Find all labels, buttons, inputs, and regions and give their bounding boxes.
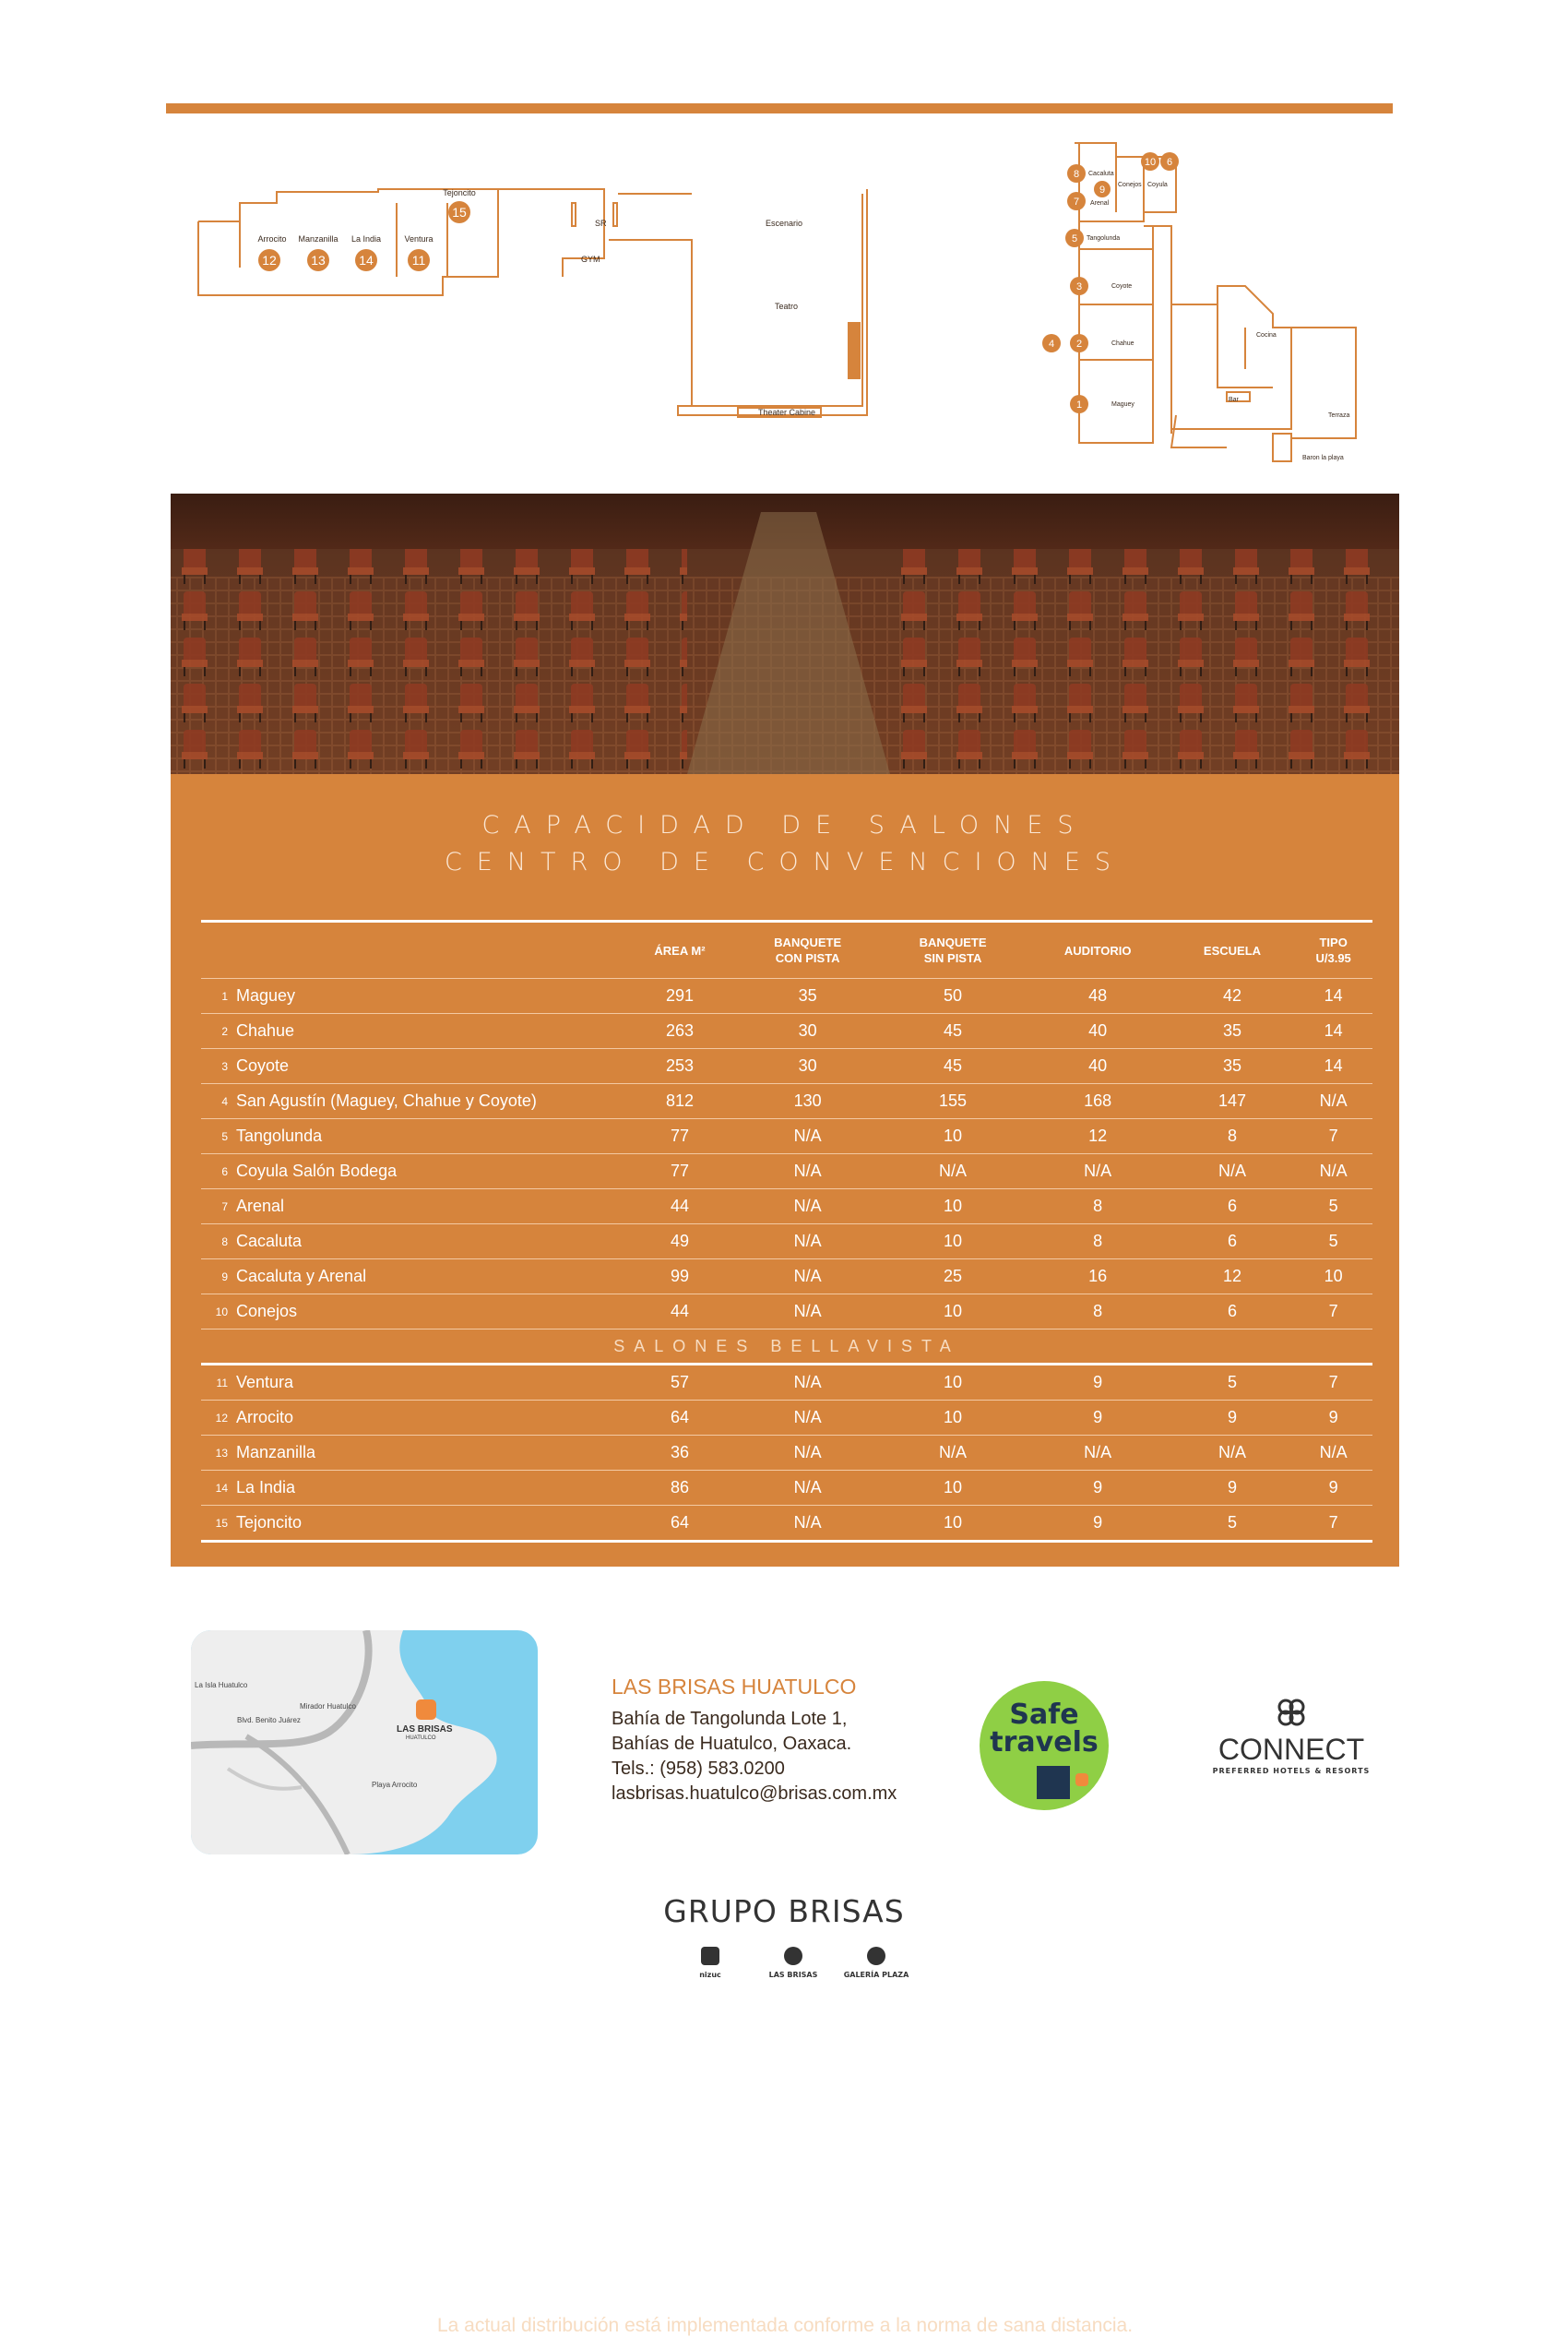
table-row (201, 1365, 1372, 1401)
lasbrisas-icon (784, 1947, 802, 1965)
header-banquet-without-floor: BANQUETE SIN PISTA (880, 922, 1025, 979)
table-header-row (201, 922, 1372, 979)
capacity-cell: 8 (1026, 1189, 1170, 1224)
safe-travels-line2: travels (990, 1726, 1099, 1759)
map-label-blvd: Blvd. Benito Juárez (237, 1716, 301, 1724)
svg-text:6: 6 (1166, 157, 1173, 168)
svg-text:4: 4 (1048, 339, 1055, 350)
capacity-cell: N/A (735, 1189, 880, 1224)
capacity-cell: 9 (1294, 1401, 1372, 1436)
plan-label-terrace: Terraza (1328, 412, 1350, 419)
capacity-cell: N/A (1026, 1436, 1170, 1471)
capacity-cell: 77 (624, 1154, 735, 1189)
lasbrisas-mark-icon (1075, 1773, 1088, 1786)
room-number: 12 (201, 1401, 235, 1436)
floor-plans (184, 138, 1384, 471)
capacity-cell: 155 (880, 1084, 1025, 1119)
capacity-cell: N/A (1294, 1436, 1372, 1471)
table-row (201, 1259, 1372, 1294)
contact-block (612, 1675, 897, 1806)
capacity-cell: 30 (735, 1049, 880, 1084)
capacity-cell: 14 (1294, 979, 1372, 1014)
capacity-cell: N/A (735, 1436, 880, 1471)
capacity-cell: 8 (1026, 1224, 1170, 1259)
room-badge-8 (1067, 164, 1114, 183)
room-name: La India (235, 1471, 624, 1506)
room-number: 7 (201, 1189, 235, 1224)
capacity-cell: 10 (880, 1471, 1025, 1506)
capacity-cell: 64 (624, 1401, 735, 1436)
room-number: 15 (201, 1506, 235, 1542)
capacity-cell: 14 (1294, 1049, 1372, 1084)
table-row (201, 1436, 1372, 1471)
room-number: 14 (201, 1471, 235, 1506)
capacity-cell: 77 (624, 1119, 735, 1154)
room-name: Cacaluta y Arenal (235, 1259, 624, 1294)
capacity-cell: 6 (1170, 1224, 1295, 1259)
capacity-cell: 50 (880, 979, 1025, 1014)
galeria-plaza-icon (867, 1947, 885, 1965)
capacity-cell: 14 (1294, 1014, 1372, 1049)
room-number: 3 (201, 1049, 235, 1084)
svg-text:11: 11 (411, 253, 426, 268)
svg-text:Tejoncito: Tejoncito (443, 188, 476, 197)
connect-wordmark: CONNECT (1218, 1733, 1365, 1766)
hotel-name: LAS BRISAS HUATULCO (612, 1675, 857, 1699)
plan-label-gym: GYM (581, 255, 600, 264)
room-name: San Agustín (Maguey, Chahue y Coyote) (235, 1084, 624, 1119)
room-badge-1 (1070, 395, 1134, 413)
location-map[interactable] (191, 1630, 538, 1854)
capacity-cell: 40 (1026, 1049, 1170, 1084)
capacity-cell: 45 (880, 1014, 1025, 1049)
room-number: 4 (201, 1084, 235, 1119)
svg-text:Coyote: Coyote (1111, 283, 1133, 290)
capacity-cell: 35 (1170, 1014, 1295, 1049)
capacity-cell: 35 (735, 979, 880, 1014)
table-row (201, 1401, 1372, 1436)
room-badge-13 (298, 234, 338, 271)
capacity-cell: 130 (735, 1084, 880, 1119)
capacity-cell: 10 (880, 1401, 1025, 1436)
address-line-1: Bahía de Tangolunda Lote 1, (612, 1709, 848, 1729)
panel-title-line1: CAPACIDAD DE SALONES (481, 811, 1088, 840)
room-name: Maguey (235, 979, 624, 1014)
room-number: 9 (201, 1259, 235, 1294)
connect-subtitle: PREFERRED HOTELS & RESORTS (1212, 1767, 1371, 1775)
header-auditorium: AUDITORIO (1026, 922, 1170, 979)
map-label-arrocito: Playa Arrocito (372, 1781, 418, 1789)
distancing-note: La actual distribución está implementada conforme a la norma de sana distancia. (436, 2315, 1134, 2336)
svg-text:2: 2 (1075, 339, 1083, 350)
address-line-2: Bahías de Huatulco, Oaxaca. (612, 1734, 852, 1754)
map-label-lasbrisas: LAS BRISAS (397, 1724, 453, 1735)
capacity-cell: 44 (624, 1189, 735, 1224)
capacity-cell: N/A (735, 1224, 880, 1259)
capacity-cell: 8 (1170, 1119, 1295, 1154)
svg-text:15: 15 (452, 205, 467, 220)
safe-travels-line1: Safe (1009, 1699, 1079, 1731)
table-row (201, 1119, 1372, 1154)
room-badge-14 (351, 234, 381, 271)
capacity-cell: N/A (1294, 1084, 1372, 1119)
plan-label-sr: SR (595, 219, 607, 228)
capacity-cell: 12 (1170, 1259, 1295, 1294)
svg-text:Coyula: Coyula (1147, 182, 1168, 188)
capacity-cell: N/A (735, 1365, 880, 1401)
capacity-cell: 10 (880, 1119, 1025, 1154)
capacity-cell: N/A (880, 1154, 1025, 1189)
plan-label-bar: Bar (1229, 397, 1239, 403)
svg-text:Manzanilla: Manzanilla (298, 234, 339, 244)
capacity-cell: 9 (1026, 1401, 1170, 1436)
map-label-mirador: Mirador Huatulco (300, 1702, 356, 1711)
svg-text:12: 12 (262, 253, 277, 268)
capacity-cell: 7 (1294, 1119, 1372, 1154)
capacity-cell: 10 (1294, 1259, 1372, 1294)
capacity-cell: 9 (1026, 1471, 1170, 1506)
capacity-cell: 5 (1294, 1224, 1372, 1259)
capacity-cell: 168 (1026, 1084, 1170, 1119)
svg-text:Ventura: Ventura (404, 234, 434, 244)
capacity-cell: N/A (1294, 1154, 1372, 1189)
room-name: Coyula Salón Bodega (235, 1154, 624, 1189)
capacity-cell: N/A (735, 1401, 880, 1436)
svg-text:9: 9 (1099, 185, 1106, 196)
capacity-cell: N/A (735, 1471, 880, 1506)
plan-label-stage: Escenario (766, 219, 803, 228)
capacity-cell: 7 (1294, 1365, 1372, 1401)
brand-nizuc: nizuc (673, 1947, 747, 1979)
room-number: 5 (201, 1119, 235, 1154)
plan-label-cabin: Theater Cabine (758, 408, 816, 417)
connect-logo (1199, 1696, 1384, 1775)
svg-text:Cacaluta: Cacaluta (1088, 171, 1114, 177)
capacity-cell: 10 (880, 1506, 1025, 1542)
capacity-table (201, 920, 1372, 1543)
capacity-cell: 5 (1170, 1506, 1295, 1542)
room-name: Conejos (235, 1294, 624, 1329)
capacity-cell: 30 (735, 1014, 880, 1049)
svg-text:3: 3 (1075, 281, 1083, 292)
room-name: Chahue (235, 1014, 624, 1049)
brand-galeria-plaza: GALERÍA PLAZA (839, 1947, 913, 1979)
phone[interactable]: Tels.: (958) 583.0200 (612, 1759, 785, 1779)
capacity-cell: 7 (1294, 1294, 1372, 1329)
section-row-bellavista (201, 1329, 1372, 1365)
svg-text:7: 7 (1073, 197, 1080, 208)
svg-text:14: 14 (359, 253, 374, 268)
capacity-cell: 49 (624, 1224, 735, 1259)
room-name: Arrocito (235, 1401, 624, 1436)
svg-text:1: 1 (1075, 399, 1083, 411)
svg-text:La India: La India (350, 234, 382, 244)
email-link[interactable]: lasbrisas.huatulco@brisas.com.mx (612, 1783, 897, 1804)
room-name: Coyote (235, 1049, 624, 1084)
capacity-cell: 9 (1026, 1365, 1170, 1401)
table-row (201, 1506, 1372, 1542)
capacity-cell: 10 (880, 1365, 1025, 1401)
header-area: ÁREA M² (624, 922, 735, 979)
brand-lasbrisas: LAS BRISAS (756, 1947, 830, 1979)
svg-text:Maguey: Maguey (1111, 401, 1134, 408)
room-badge-11 (404, 234, 433, 271)
header-school: ESCUELA (1170, 922, 1295, 979)
capacity-cell: 5 (1294, 1189, 1372, 1224)
capacity-cell: 147 (1170, 1084, 1295, 1119)
capacity-cell: 10 (880, 1294, 1025, 1329)
capacity-cell: 9 (1026, 1506, 1170, 1542)
wttc-stamp-icon (1037, 1766, 1070, 1799)
svg-text:5: 5 (1071, 233, 1078, 244)
capacity-cell: 9 (1170, 1471, 1295, 1506)
capacity-cell: 86 (624, 1471, 735, 1506)
capacity-cell: 40 (1026, 1014, 1170, 1049)
table-row (201, 979, 1372, 1014)
table-row (201, 1189, 1372, 1224)
capacity-cell: N/A (735, 1294, 880, 1329)
capacity-cell: 48 (1026, 979, 1170, 1014)
top-accent-bar (166, 103, 1393, 113)
capacity-cell: 36 (624, 1436, 735, 1471)
table-row (201, 1049, 1372, 1084)
table-row (201, 1154, 1372, 1189)
capacity-cell: N/A (735, 1506, 880, 1542)
capacity-cell: 10 (880, 1189, 1025, 1224)
room-name: Tejoncito (235, 1506, 624, 1542)
room-badge-9 (1094, 181, 1111, 197)
brand-logos (664, 1947, 922, 1993)
table-row (201, 1224, 1372, 1259)
capacity-cell: 263 (624, 1014, 735, 1049)
plan-label-beach: Baron la playa (1302, 455, 1344, 461)
svg-text:Conejos: Conejos (1118, 182, 1142, 188)
map-graphic (191, 1630, 538, 1854)
capacity-cell: 9 (1294, 1471, 1372, 1506)
room-badge-3 (1070, 277, 1132, 295)
capacity-cell: 57 (624, 1365, 735, 1401)
svg-text:Chahue: Chahue (1111, 340, 1134, 347)
room-number: 1 (201, 979, 235, 1014)
capacity-cell: N/A (735, 1154, 880, 1189)
room-badge-2 (1070, 334, 1134, 352)
room-name: Tangolunda (235, 1119, 624, 1154)
room-name: Ventura (235, 1365, 624, 1401)
plan-label-kitchen: Cocina (1256, 332, 1277, 339)
capacity-cell: 25 (880, 1259, 1025, 1294)
capacity-cell: N/A (735, 1119, 880, 1154)
map-label-huatulco: HUATULCO (406, 1735, 436, 1741)
room-number: 2 (201, 1014, 235, 1049)
table-row (201, 1294, 1372, 1329)
capacity-cell: N/A (1170, 1436, 1295, 1471)
capacity-cell: 12 (1026, 1119, 1170, 1154)
room-number: 11 (201, 1365, 235, 1401)
capacity-cell: 35 (1170, 1049, 1295, 1084)
header-banquet-with-floor: BANQUETE CON PISTA (735, 922, 880, 979)
room-badge-5 (1065, 229, 1120, 247)
capacity-cell: 5 (1170, 1365, 1295, 1401)
capacity-cell: 812 (624, 1084, 735, 1119)
room-number: 6 (201, 1154, 235, 1189)
room-name: Cacaluta (235, 1224, 624, 1259)
capacity-cell: 45 (880, 1049, 1025, 1084)
capacity-cell: N/A (1026, 1154, 1170, 1189)
svg-text:Tangolunda: Tangolunda (1087, 235, 1121, 242)
nizuc-icon (701, 1947, 719, 1965)
grupo-brisas-logo: GRUPO BRISAS (663, 1893, 905, 1929)
capacity-cell: 9 (1170, 1401, 1295, 1436)
capacity-cell: 16 (1026, 1259, 1170, 1294)
table-row (201, 1471, 1372, 1506)
capacity-cell: 6 (1170, 1294, 1295, 1329)
capacity-cell: 6 (1170, 1189, 1295, 1224)
plan-label-theater: Teatro (775, 302, 799, 311)
table-row (201, 1014, 1372, 1049)
svg-text:10: 10 (1144, 157, 1157, 168)
capacity-cell: 8 (1026, 1294, 1170, 1329)
room-badge-12 (257, 234, 286, 271)
capacity-cell: N/A (1170, 1154, 1295, 1189)
safe-travels-badge (980, 1681, 1109, 1810)
room-number: 13 (201, 1436, 235, 1471)
header-u-type: TIPO U/3.95 (1294, 922, 1372, 979)
svg-text:13: 13 (311, 253, 326, 268)
room-badge-4 (1042, 334, 1061, 352)
room-name: Manzanilla (235, 1436, 624, 1471)
panel-title-line2: CENTRO DE CONVENCIONES (444, 848, 1126, 876)
capacity-cell: N/A (735, 1259, 880, 1294)
capacity-cell: 10 (880, 1224, 1025, 1259)
connect-icon (1275, 1696, 1308, 1729)
ballroom-photo (171, 494, 1399, 774)
capacity-cell: 253 (624, 1049, 735, 1084)
svg-text:Arenal: Arenal (1090, 200, 1110, 207)
capacity-cell: 42 (1170, 979, 1295, 1014)
capacity-cell: 44 (624, 1294, 735, 1329)
capacity-cell: 7 (1294, 1506, 1372, 1542)
capacity-cell: 291 (624, 979, 735, 1014)
capacity-cell: 99 (624, 1259, 735, 1294)
map-label-isla: La Isla Huatulco (195, 1681, 248, 1689)
section-label: SALONES BELLAVISTA (201, 1329, 1372, 1365)
room-number: 8 (201, 1224, 235, 1259)
capacity-cell: N/A (880, 1436, 1025, 1471)
svg-text:8: 8 (1073, 169, 1080, 180)
room-number: 10 (201, 1294, 235, 1329)
svg-text:Arrocito: Arrocito (257, 234, 287, 244)
table-row (201, 1084, 1372, 1119)
capacity-cell: 64 (624, 1506, 735, 1542)
room-name: Arenal (235, 1189, 624, 1224)
